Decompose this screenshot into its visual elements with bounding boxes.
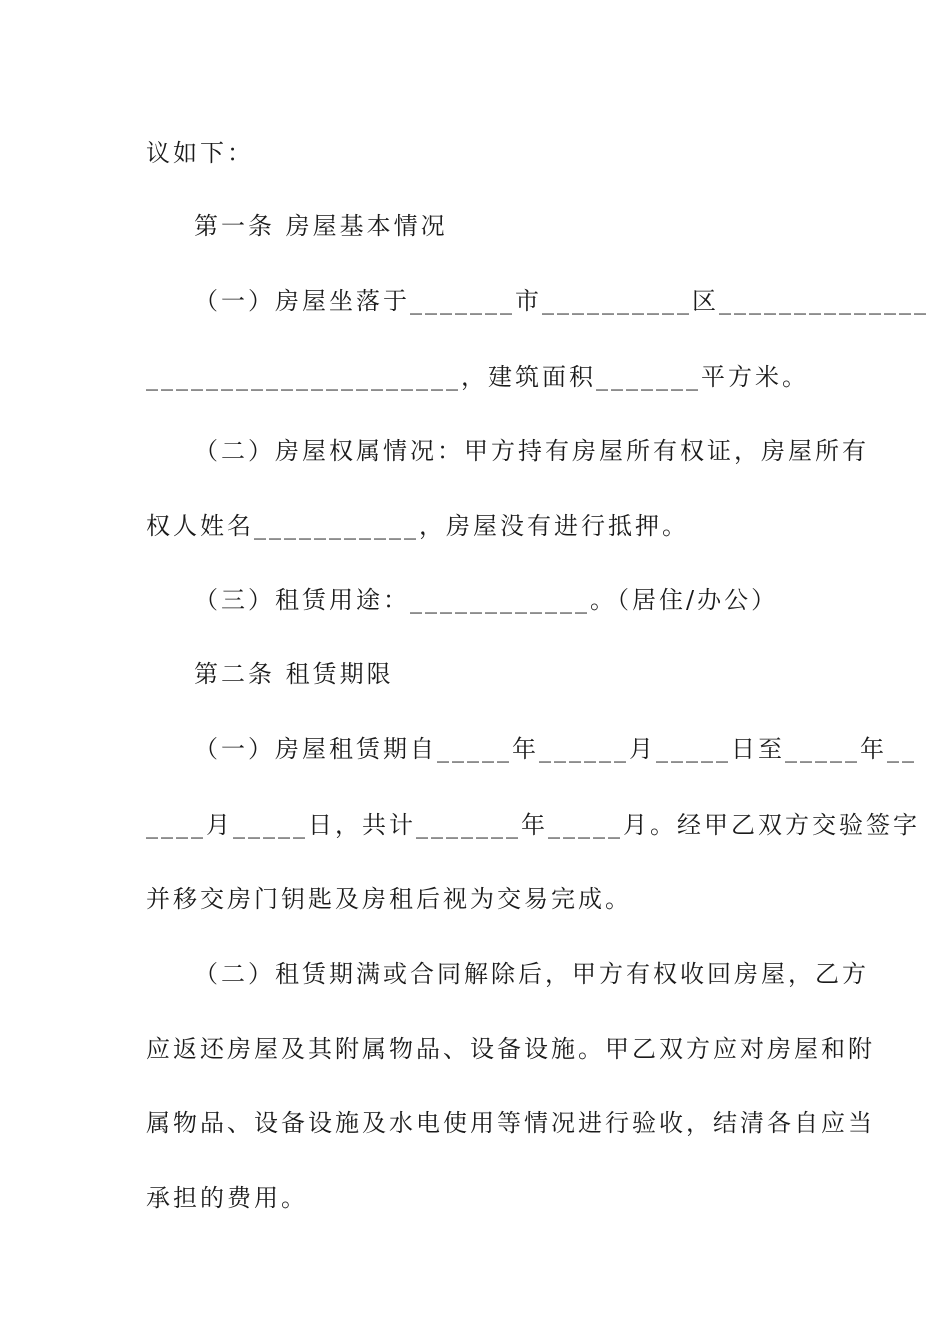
clause-1-1-line-2: _____________________，建筑面积_______平方米。	[146, 363, 809, 391]
article-2-heading: 第二条 租赁期限	[194, 660, 394, 688]
clause-1-1-line-1: （一）房屋坐落于_______市__________区______________	[194, 287, 929, 315]
clause-2-1-line-2: ____月_____日，共计_______年_____月。经甲乙双方交验签字	[146, 811, 920, 839]
clause-1-3: （三）租赁用途：____________。（居住/办公）	[194, 586, 779, 614]
text-line-preamble-end: 议如下：	[146, 139, 254, 167]
clause-2-1-line-1: （一）房屋租赁期自_____年______月_____日至_____年__	[194, 735, 917, 763]
clause-1-2-line-2: 权人姓名___________，房屋没有进行抵押。	[146, 512, 689, 540]
clause-2-2-line-1: （二）租赁期满或合同解除后，甲方有权收回房屋，乙方	[194, 960, 869, 988]
clause-2-1-line-3: 并移交房门钥匙及房租后视为交易完成。	[146, 885, 632, 913]
clause-2-2-line-3: 属物品、设备设施及水电使用等情况进行验收，结清各自应当	[146, 1109, 875, 1137]
article-1-heading: 第一条 房屋基本情况	[194, 212, 448, 240]
clause-2-2-line-4: 承担的费用。	[146, 1184, 308, 1212]
clause-2-2-line-2: 应返还房屋及其附属物品、设备设施。甲乙双方应对房屋和附	[146, 1035, 875, 1063]
clause-1-2-line-1: （二）房屋权属情况：甲方持有房屋所有权证，房屋所有	[194, 437, 869, 465]
